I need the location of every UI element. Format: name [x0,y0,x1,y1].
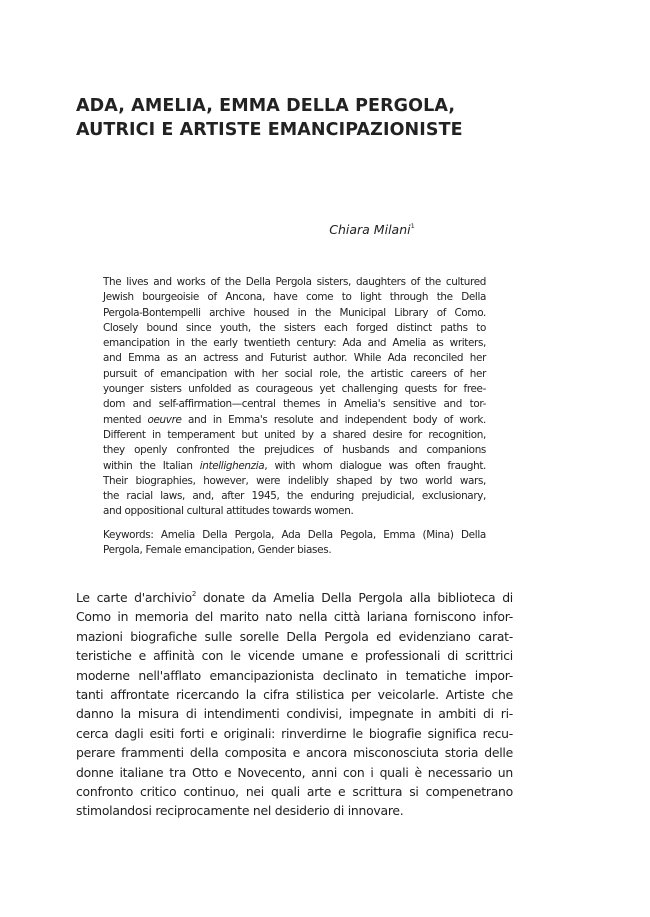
author-byline [0,222,650,237]
abstract-line: dom and self-affirmation—central themes in Amelia's sensitive and tor- [103,398,486,411]
body-line: danno la misura di intendimenti condivisi, impegnate in ambiti di ri- [76,706,513,722]
body-line [76,588,513,607]
abstract [103,275,486,520]
abstract-line: Pergola-Bontempelli archive housed in the Municipal Library of Como. [103,306,486,319]
body-line: donne italiane tra Otto e Novecento, anni con i quali è necessario un [76,764,513,780]
abstract-line-italic: oeuvre [147,413,182,426]
body-line: tanti affrontate ricercando la cifra stilistica per veicolarle. Artiste che [76,687,513,703]
body-footnote-mark: 2 [191,590,197,598]
author-name: Chiara Milani [329,222,411,237]
keywords [103,528,486,559]
abstract-line: within the Italian intellighenzia, with whom dialogue was often fraught. [103,459,486,472]
chapter-title-line-2: AUTRICI E ARTISTE EMANCIPAZIONISTE [76,120,463,140]
abstract-line: Closely bound since youth, the sisters each forged distinct paths to [103,321,486,334]
abstract-line: The lives and works of the Della Pergola sisters, daughters of the cultured [103,276,486,288]
abstract-line: Different in temperament but united by a shared desire for recognition, [103,428,486,441]
abstract-line: pursuit of emancipation with her social role, the artistic careers of her [103,367,486,380]
keywords-line: Keywords: Amelia Della Pergola, Ada Della Pegola, Emma (Mina) Della [103,529,486,541]
abstract-line-italic: intellighenzia [199,459,265,472]
abstract-line: Jewish bourgeoisie of Ancona, have come to light through the Della [103,291,486,304]
abstract-line: the racial laws, and, after 1945, the enduring prejudicial, exclusionary, [103,490,486,503]
body-line: cerca dagli esiti forti e originali: rinverdirne le biografie significa recu- [76,725,513,741]
body-line-start: Le carte d'archivio [76,590,192,605]
chapter-title [76,94,463,142]
body-line: mazioni biografiche sulle sorelle Della Pergola ed evidenziano carat- [76,628,513,644]
author-footnote-mark: 1 [410,222,415,230]
abstract-line: Their biographies, however, were indelibly shaped by two world wars, [103,474,486,487]
body-line: perare frammenti della composita e ancora misconosciuta storia delle [76,745,513,761]
abstract-line: younger sisters unfolded as courageous yet challenging quests for free- [103,383,486,396]
abstract-line: emancipation in the early twentieth century: Ada and Amelia as writers, [103,337,486,350]
body-line: confronto critico continuo, nei quali arte e scrittura si compenetrano [76,784,513,800]
abstract-line: and Emma as an actress and Futurist author. While Ada reconciled her [103,352,486,365]
body-line: Como in memoria del marito nato nella città lariana forniscono infor- [76,609,513,625]
abstract-line: and oppositional cultural attitudes towards women. [103,505,354,518]
abstract-line: they openly confronted the prejudices of husbands and companions [103,444,486,457]
body-line: teristiche e affinità con le vicende umane e professionali di scrittrici [76,648,513,664]
abstract-line: mented oeuvre and in Emma's resolute and independent body of work. [103,413,487,426]
body-line: moderne nell'afflato emancipazionista declinato in tematiche impor- [76,667,513,683]
body-paragraph [76,588,513,821]
body-line-end: donate da Amelia Della Pergola alla biblioteca di [196,590,514,605]
chapter-title-line-1: ADA, AMELIA, EMMA DELLA PERGOLA, [76,96,456,116]
body-line: stimolandosi reciprocamente nel desiderio di innovare. [76,803,404,819]
keywords-line: Pergola, Female emancipation, Gender biases. [103,544,332,557]
